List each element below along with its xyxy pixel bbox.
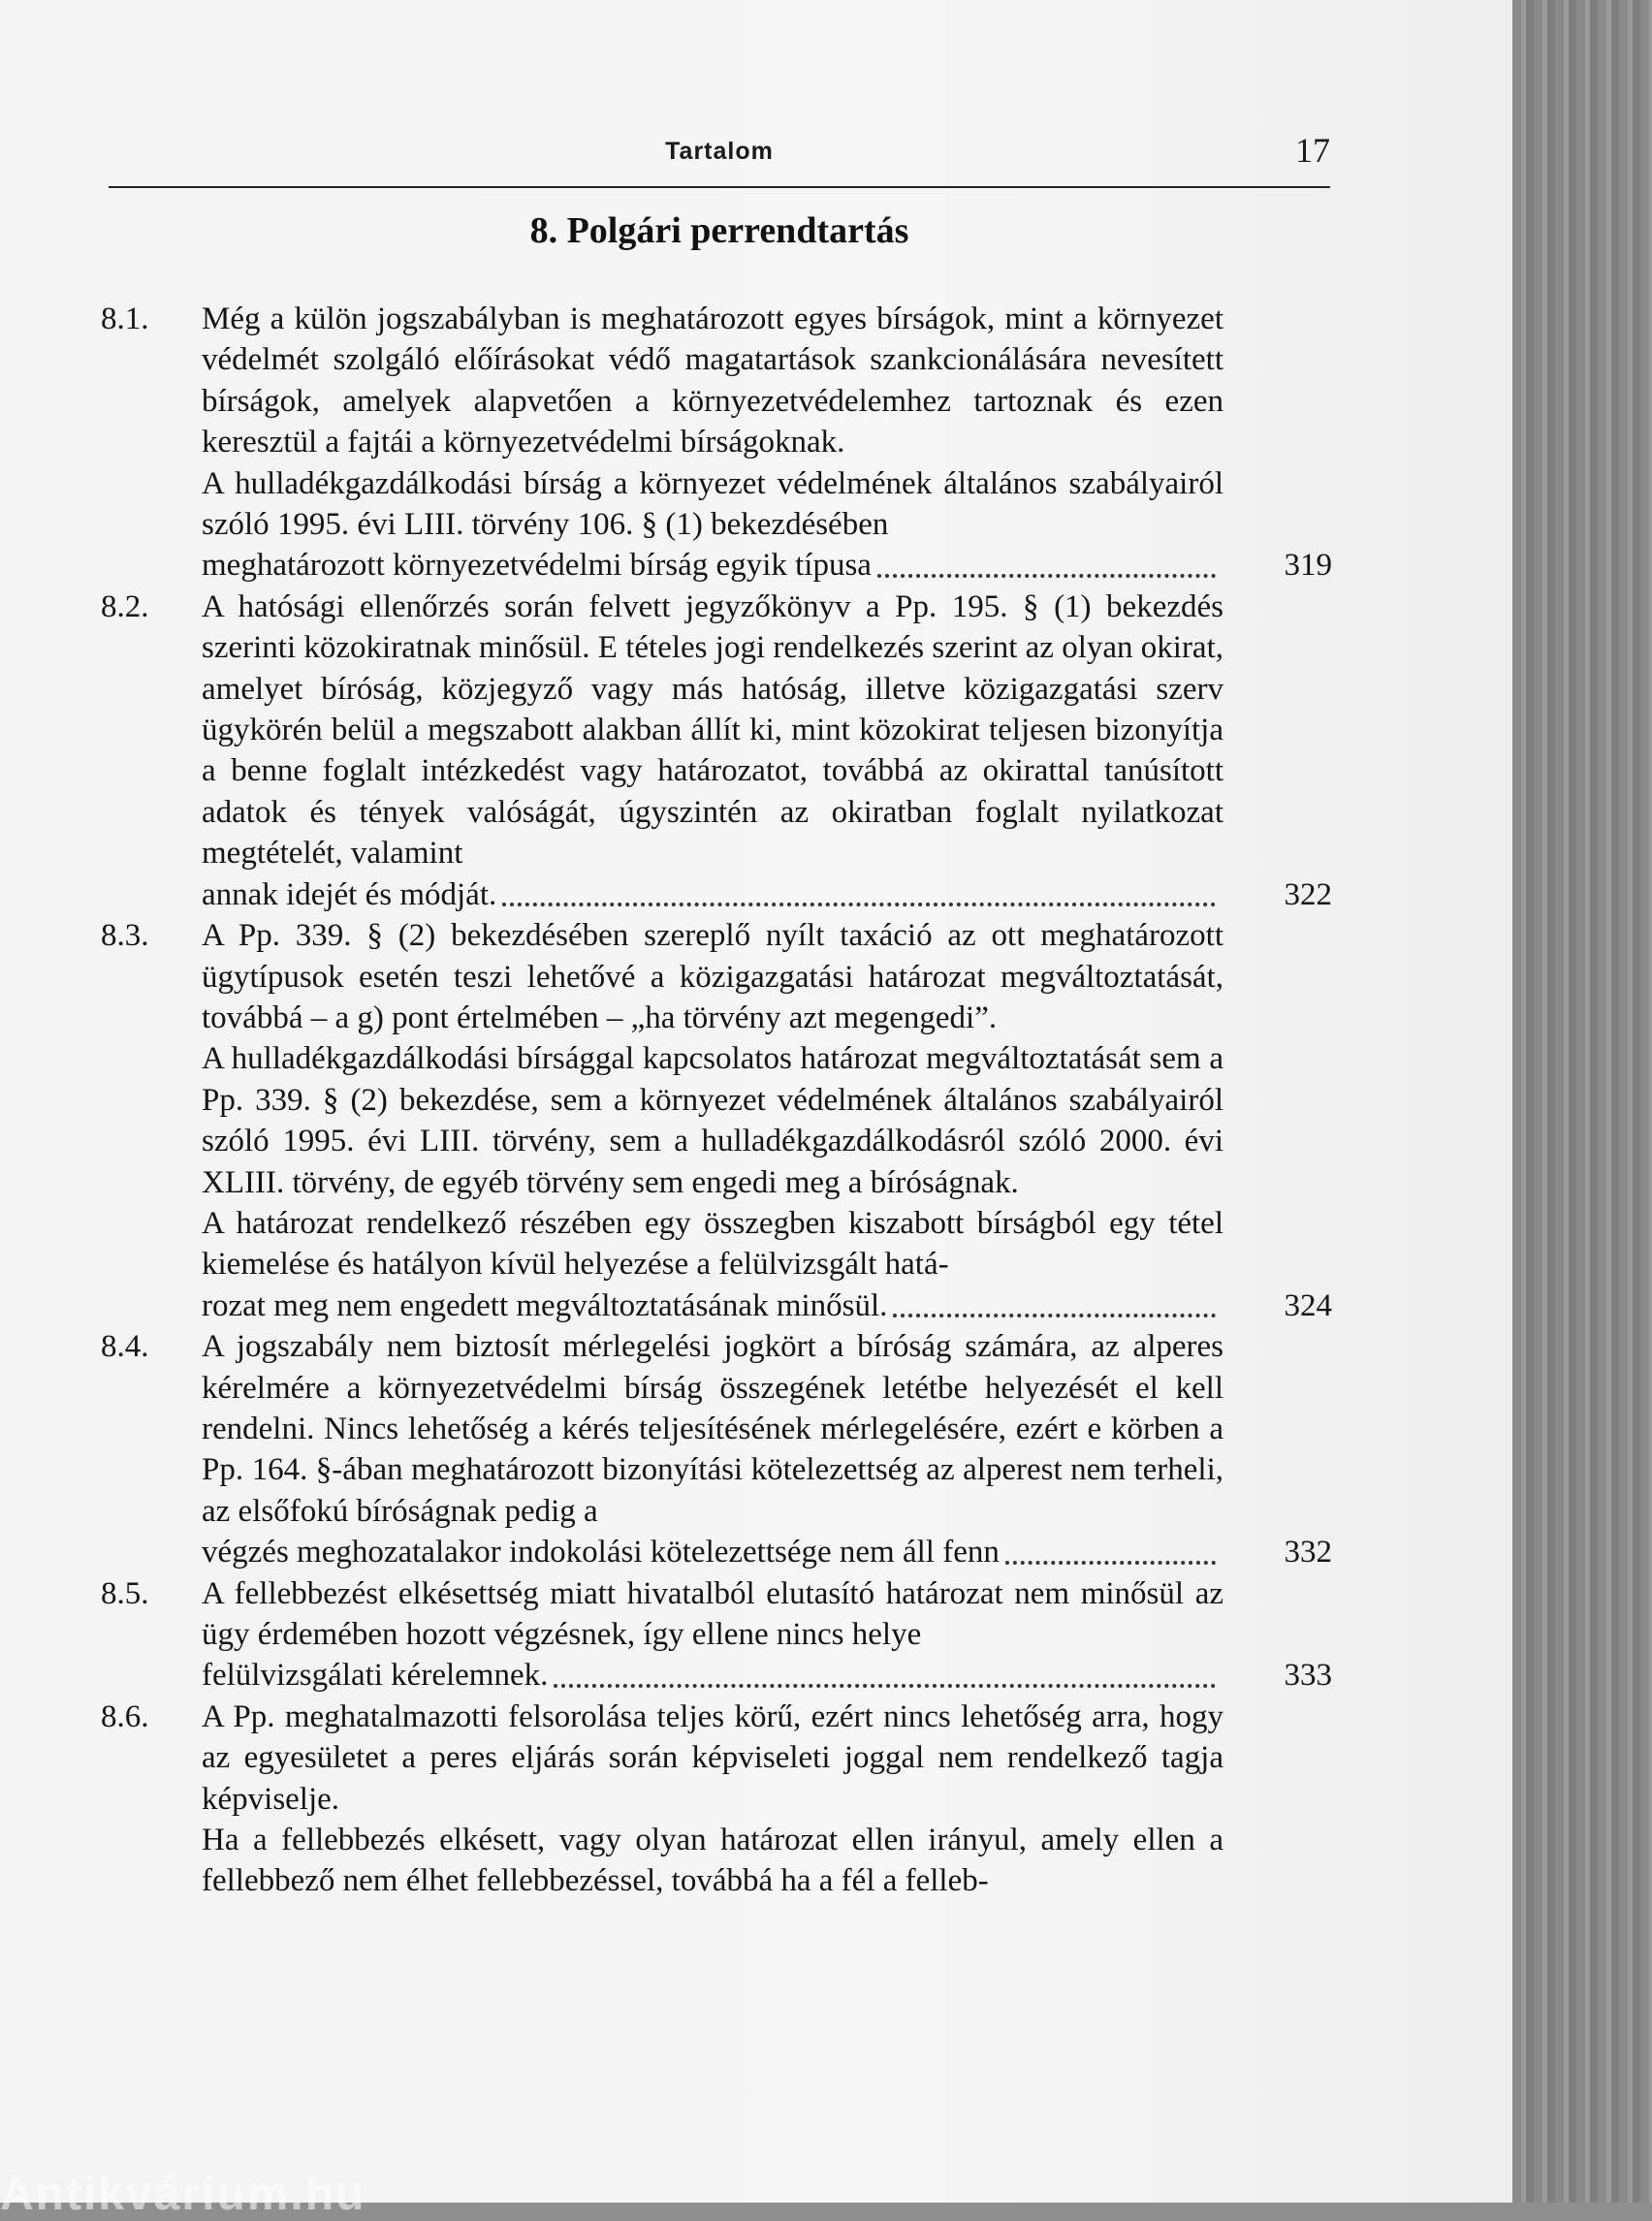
running-head-title: Tartalom xyxy=(665,138,774,165)
leader-line xyxy=(101,1285,1332,1326)
entry-paragraph: Még a külön jogszabályban is meghatározott egyes bírságok, mint a környezet védelmét szolgáló előírásokat védő magatartások szankcionálására nevesített bírságok, amelyek alapvetően a környezetvédelemhez tartoznak és ezen keresztül a fajtái a környezetvédelmi bírságoknak. xyxy=(202,301,1223,460)
entry-number: 8.4. xyxy=(101,1329,149,1365)
leader-line xyxy=(101,874,1332,915)
entry-number: 8.1. xyxy=(101,301,149,336)
page-stack-edge xyxy=(1512,0,1652,2203)
entry-last-line: rozat meg nem engedett megváltoztatásának minősül. xyxy=(202,1287,888,1323)
entry-number: 8.6. xyxy=(101,1698,149,1734)
toc-entry xyxy=(101,587,1332,915)
toc-entry xyxy=(101,1697,1332,1902)
dot-leader xyxy=(1005,1560,1216,1565)
chapter-title: 8. Polgári perrendtartás xyxy=(529,210,909,251)
entry-last-line: felülvizsgálati kérelemnek. xyxy=(202,1658,549,1694)
watermark: Antikvárium.hu xyxy=(0,2169,366,2220)
toc-entry xyxy=(101,915,1332,1326)
dot-leader xyxy=(554,1683,1216,1688)
entry-last-line: meghatározott környezetvédelmi bírság egyik típusa xyxy=(202,548,872,584)
toc-entry xyxy=(101,299,1332,587)
entry-page-ref: 319 xyxy=(1284,548,1332,584)
page-number: 17 xyxy=(1295,131,1330,170)
toc-content xyxy=(101,299,1332,1902)
entry-paragraph: A határozat rendelkező részében egy összegben kiszabott bírságból egy tétel kiemelése és hatályon kívül helyezése a felülvizsgált hatá- xyxy=(202,1205,1223,1283)
entry-number: 8.3. xyxy=(101,918,149,954)
entry-last-line: annak idejét és módját. xyxy=(202,876,497,912)
leader-line xyxy=(101,1532,1332,1572)
entry-paragraph: A hatósági ellenőrzés során felvett jegyzőkönyv a Pp. 195. § (1) bekezdés szerinti közokiratnak minősül. E tételes jogi rendelkezés szerint az olyan okirat, amelyet bíróság, közjegyző vagy más hatóság, illetve közigazgatási szerv ügykörén belül a megszabott alakban állít ki, mint közokirat teljesen bizonyítja a benne foglalt intézkedést vagy határozatot, továbbá az okirattal tanúsított adatok és tények valóságát, úgyszintén az okiratban foglalt nyilatkozat megtételét, valamint xyxy=(202,588,1223,872)
dot-leader xyxy=(893,1313,1216,1317)
entry-paragraph: Ha a fellebbezés elkésett, vagy olyan határozat ellen irányul, amely ellen a fellebbező nem élhet fellebbezéssel, továbbá ha a fél a felleb- xyxy=(202,1823,1223,1899)
entry-number: 8.2. xyxy=(101,588,149,624)
dot-leader xyxy=(502,902,1216,906)
leader-line xyxy=(101,1655,1332,1696)
leader-line xyxy=(101,545,1332,586)
entry-paragraph: A jogszabály nem biztosít mérlegelési jogkört a bíróság számára, az alperes kérelmére a környezetvédelmi bírság összegének letétbe helyezését el kell rendelni. Nincs lehetőség a kérés teljesítésének mérlegelésére, ezért e körben a Pp. 164. §-ában meghatározott bizonyítási kötelezettség az alperest nem terheli, az elsőfokú bíróságnak pedig a xyxy=(202,1329,1223,1529)
toc-entry xyxy=(101,1326,1332,1572)
entry-page-ref: 332 xyxy=(1284,1535,1332,1571)
running-head xyxy=(109,131,1330,188)
entry-page-ref: 333 xyxy=(1284,1658,1332,1694)
toc-entry xyxy=(101,1573,1332,1697)
entry-paragraph: A fellebbezést elkésettség miatt hivatalból elutasító határozat nem minősül az ügy érdemében hozott végzésnek, így ellene nincs helye xyxy=(202,1575,1223,1652)
entry-paragraph: A hulladékgazdálkodási bírsággal kapcsolatos határozat megváltoztatását sem a Pp. 339. § (2) bekezdése, sem a környezet védelmének általános szabályairól szóló 1995. évi LIII. törvény, sem a hulladékgazdálkodásról szóló 2000. évi XLIII. törvény, de egyéb törvény sem engedi meg a bíróságnak. xyxy=(202,1041,1223,1200)
entry-paragraph: A hulladékgazdálkodási bírság a környezet védelmének általános szabályairól szóló 1995. évi LIII. törvény 106. § (1) bekezdésében xyxy=(202,465,1223,543)
entry-page-ref: 322 xyxy=(1284,876,1332,912)
entry-last-line: végzés meghozatalakor indokolási kötelezettsége nem áll fenn xyxy=(202,1535,1000,1571)
entry-number: 8.5. xyxy=(101,1575,149,1611)
entry-paragraph: A Pp. meghatalmazotti felsorolása teljes körű, ezért nincs lehetőség arra, hogy az egyesületet a peres eljárás során képviseleti joggal nem rendelkező tagja képviselje. xyxy=(202,1698,1223,1817)
dot-leader xyxy=(877,573,1216,578)
entry-page-ref: 324 xyxy=(1284,1287,1332,1323)
entry-paragraph: A Pp. 339. § (2) bekezdésében szereplő nyílt taxáció az ott meghatározott ügytípusok esetén teszi lehetővé a közigazgatási határozat megváltoztatását, továbbá – a g) pont értelmében – „ha törvény azt megengedi”. xyxy=(202,918,1223,1035)
